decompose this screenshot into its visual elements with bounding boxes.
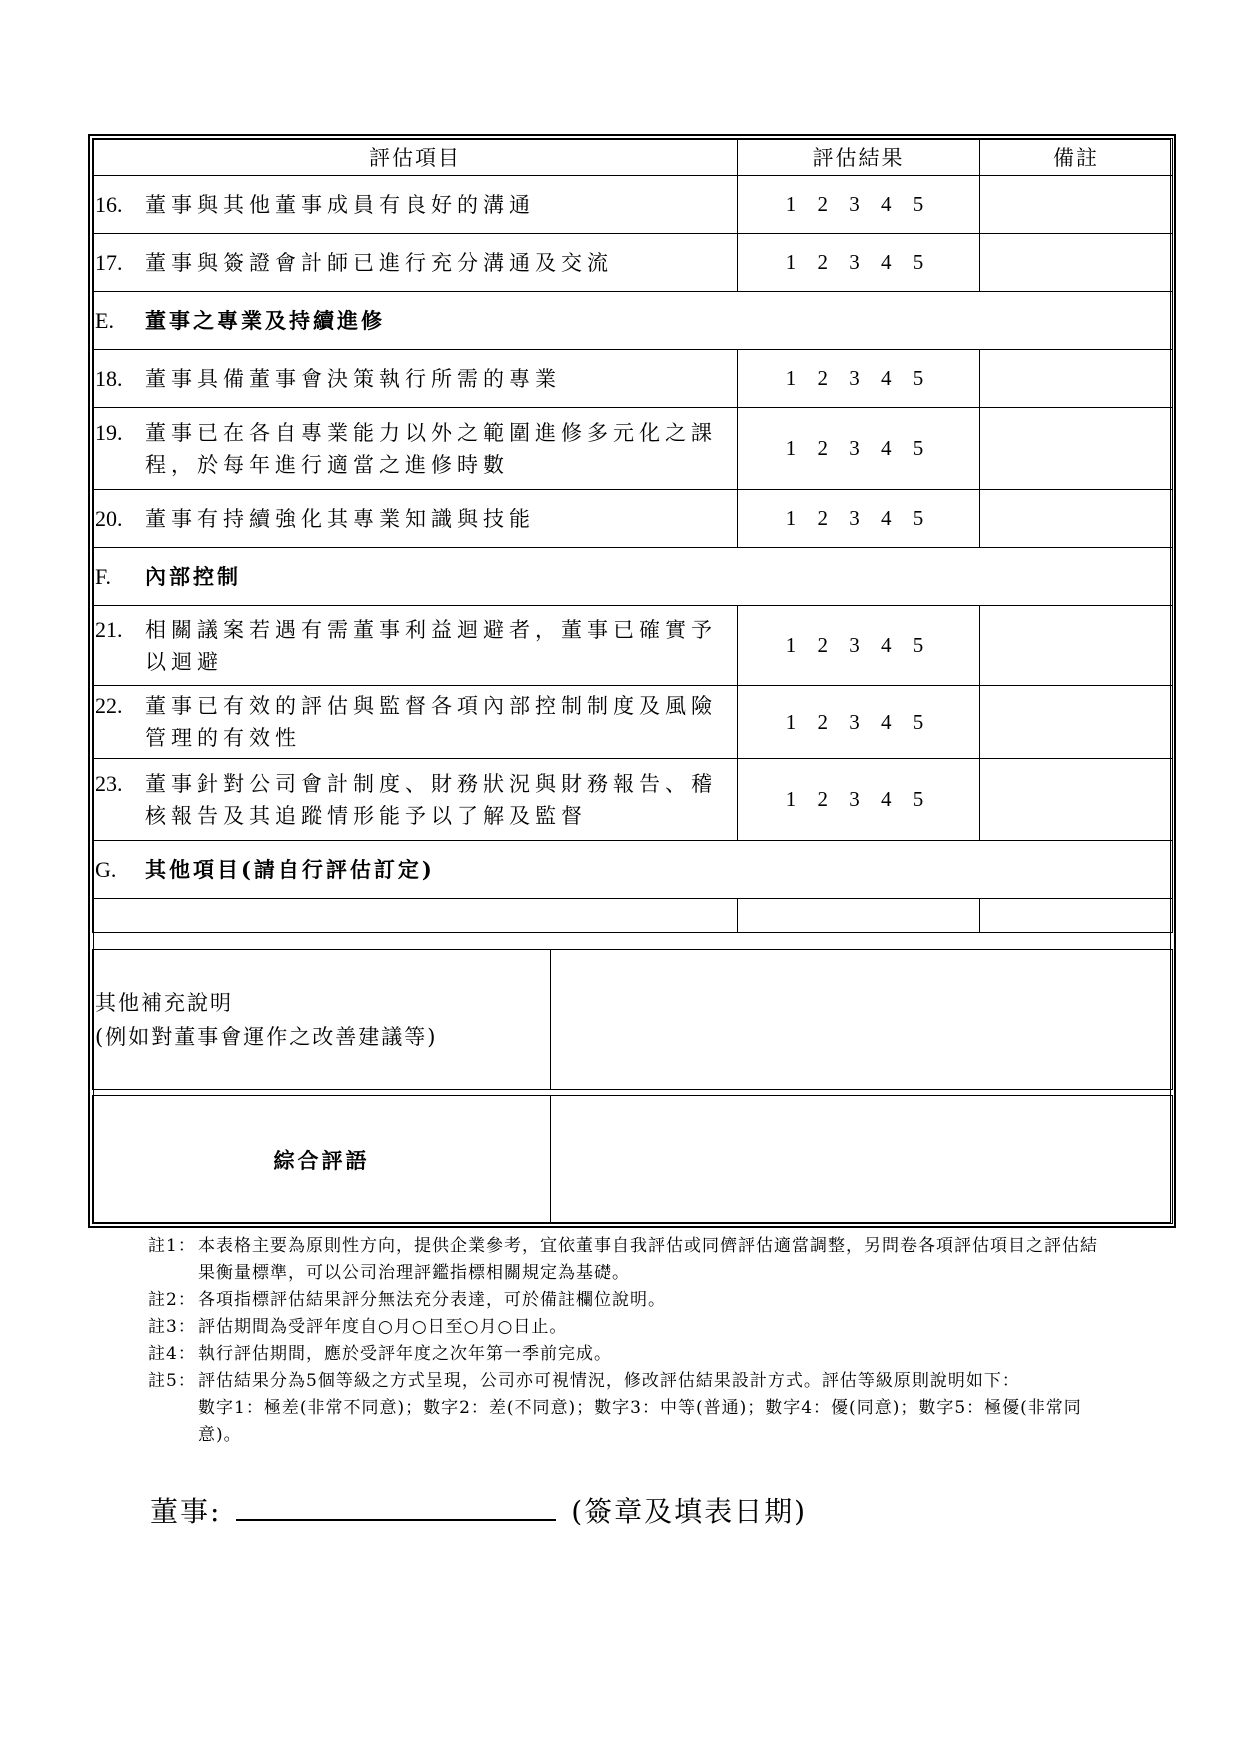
item-number: 21.	[95, 616, 123, 642]
blank-custom-row	[93, 899, 1173, 933]
signature-suffix: (簽章及填表日期)	[571, 1495, 808, 1528]
overall-table	[92, 1095, 1173, 1224]
item-text: 董事與其他董事成員有良好的溝通	[145, 192, 535, 217]
item-text: 董事具備董事會決策執行所需的專業	[145, 366, 561, 391]
overall-comment-label: 綜合評語	[93, 1096, 551, 1224]
score-scale[interactable]: 1 2 3 4 5	[738, 686, 980, 759]
overall-comment-input[interactable]	[551, 1096, 1173, 1224]
remark-cell[interactable]	[980, 234, 1173, 292]
supplement-input-area[interactable]	[551, 950, 1173, 1090]
custom-remark-cell[interactable]	[980, 899, 1173, 933]
table-row	[93, 490, 1173, 548]
table-row	[93, 686, 1173, 759]
remark-cell[interactable]	[980, 606, 1173, 686]
section-row	[93, 548, 1173, 606]
score-scale[interactable]: 1 2 3 4 5	[738, 176, 980, 234]
supplement-hint: (例如對董事會運作之改善建議等)	[95, 1024, 438, 1049]
custom-item-cell[interactable]	[93, 899, 738, 933]
signature-label: 董事:	[150, 1495, 222, 1528]
remark-cell[interactable]	[980, 759, 1173, 841]
score-scale[interactable]: 1 2 3 4 5	[738, 759, 980, 841]
section-letter: G.	[95, 856, 117, 882]
signature-line	[150, 1490, 807, 1530]
table-row	[93, 759, 1173, 841]
remark-cell[interactable]	[980, 408, 1173, 490]
signature-blank[interactable]	[236, 1495, 556, 1521]
header-item: 評估項目	[93, 139, 738, 176]
footnote: 註3： 評估期間為受評年度自○月○日至○月○日止。	[148, 1317, 568, 1337]
supplement-title: 其他補充說明	[95, 990, 233, 1015]
section-row	[93, 841, 1173, 899]
header-remark: 備註	[980, 139, 1173, 176]
supplement-table	[92, 949, 1173, 1090]
footnote: 註1： 本表格主要為原則性方向，提供企業參考，宜依董事自我評估或同儕評估適當調整，另問卷各項評估項目之評估結果衡量標準，可以公司治理評鑑指標相關規定為基礎。	[148, 1236, 1098, 1283]
table-row	[93, 350, 1173, 408]
table-row	[93, 234, 1173, 292]
footnotes	[148, 1233, 1098, 1449]
section-title: 董事之專業及持續進修	[145, 307, 385, 333]
item-number: 18.	[95, 365, 123, 391]
item-number: 19.	[95, 419, 123, 445]
remark-cell[interactable]	[980, 490, 1173, 548]
item-text: 董事與簽證會計師已進行充分溝通及交流	[145, 250, 613, 275]
section-letter: F.	[95, 563, 111, 589]
table-header-row	[93, 139, 1173, 176]
table-row	[93, 606, 1173, 686]
item-text: 董事有持續強化其專業知識與技能	[145, 506, 535, 531]
footnote: 註4： 執行評估期間，應於受評年度之次年第一季前完成。	[148, 1344, 612, 1364]
section-letter: E.	[95, 307, 114, 333]
item-number: 20.	[95, 505, 123, 531]
item-number: 16.	[95, 191, 123, 217]
item-number: 22.	[95, 693, 123, 718]
header-result: 評估結果	[738, 139, 980, 176]
item-text: 董事已在各自專業能力以外之範圍進修多元化之課程，於每年進行適當之進修時數	[145, 420, 717, 477]
score-scale[interactable]: 1 2 3 4 5	[738, 408, 980, 490]
score-scale[interactable]: 1 2 3 4 5	[738, 350, 980, 408]
table-row	[93, 408, 1173, 490]
remark-cell[interactable]	[980, 350, 1173, 408]
section-row	[93, 292, 1173, 350]
footnote: 註2： 各項指標評估結果評分無法充分表達，可於備註欄位說明。	[148, 1290, 666, 1310]
score-scale[interactable]: 1 2 3 4 5	[738, 234, 980, 292]
custom-score-cell[interactable]	[738, 899, 980, 933]
section-title: 內部控制	[145, 563, 241, 589]
item-text: 董事已有效的評估與監督各項內部控制制度及風險管理的有效性	[145, 694, 717, 750]
footnote-rating-legend: 數字1：極差(非常不同意)；數字2：差(不同意)；數字3：中等(普通)；數字4：優(同意)；數字5：極優(非常同意)。	[198, 1398, 1082, 1445]
footnote: 註5： 評估結果分為5個等級之方式呈現，公司亦可視情況，修改評估結果設計方式。評估等級原則說明如下：	[148, 1371, 1020, 1391]
item-number: 23.	[95, 770, 123, 796]
item-number: 17.	[95, 249, 123, 275]
item-text: 相關議案若遇有需董事利益迴避者，董事已確實予以迴避	[145, 617, 717, 674]
remark-cell[interactable]	[980, 176, 1173, 234]
item-text: 董事針對公司會計制度、財務狀況與財務報告、稽核報告及其追蹤情形能予以了解及監督	[145, 771, 717, 828]
score-scale[interactable]: 1 2 3 4 5	[738, 606, 980, 686]
section-title: 其他項目(請自行評估訂定)	[145, 856, 435, 882]
supplement-label	[93, 950, 551, 1090]
evaluation-table	[92, 138, 1173, 933]
table-row	[93, 176, 1173, 234]
score-scale[interactable]: 1 2 3 4 5	[738, 490, 980, 548]
remark-cell[interactable]	[980, 686, 1173, 759]
